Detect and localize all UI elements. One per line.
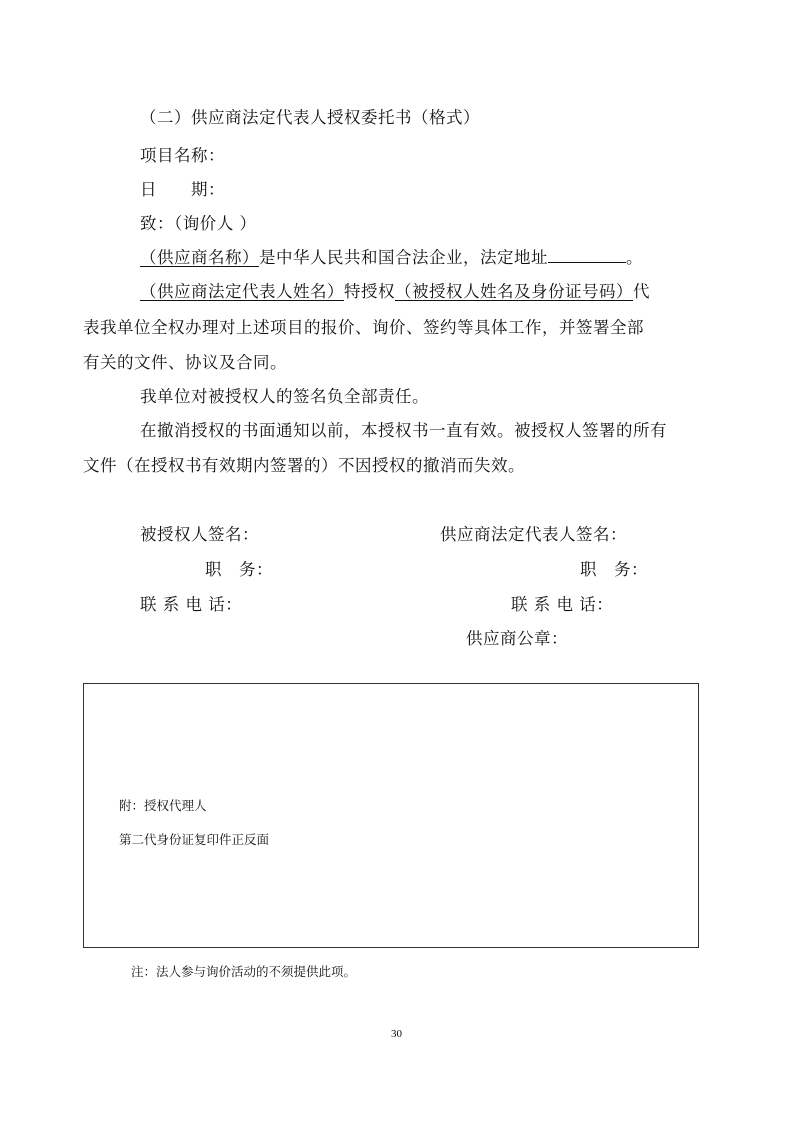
- attachment-label: 附：授权代理人: [119, 798, 207, 813]
- paragraph-supplier: [140, 244, 643, 268]
- authorized-person-placeholder: （被授权人姓名及身份证号码）: [395, 282, 633, 301]
- paragraph-authorization: [140, 278, 650, 302]
- attachment-description: 第二代身份证复印件正反面: [119, 832, 270, 847]
- responsibility-paragraph: 我单位对被授权人的签名负全部责任。: [140, 387, 429, 406]
- supplier-statement: 是中华人民共和国合法企业，法定地址: [259, 248, 548, 267]
- authorization-line-3: 有关的文件、协议及合同。: [83, 353, 287, 372]
- addressee-label: 致：: [140, 214, 174, 233]
- id-copy-attachment-box: [83, 683, 699, 948]
- legal-rep-title-label: 职 务：: [580, 560, 648, 579]
- project-name-label: 项目名称：: [140, 146, 225, 165]
- document-heading: （二）供应商法定代表人授权委托书（格式）: [140, 108, 480, 127]
- address-blank: [548, 248, 626, 263]
- supplier-statement-end: 。: [626, 248, 643, 267]
- footnote: 注：法人参与询价活动的不须提供此项。: [131, 964, 357, 979]
- authorization-verb: 特授权: [344, 282, 395, 301]
- authorized-title-label: 职 务：: [205, 560, 273, 579]
- authorized-signature-label: 被授权人签名：: [140, 525, 259, 544]
- addressee-value: （询价人 ）: [174, 214, 257, 233]
- authorized-phone-label: 联 系 电 话：: [140, 595, 243, 614]
- authorization-line-2: 表我单位全权办理对上述项目的报价、询价、签约等具体工作，并签署全部: [83, 318, 644, 337]
- authorization-tail: 代: [633, 282, 650, 301]
- supplier-seal-label: 供应商公章：: [466, 629, 568, 648]
- supplier-name-placeholder: （供应商名称）: [140, 248, 259, 267]
- validity-line-2: 文件（在授权书有效期内签署的）不因授权的撤消而失效。: [83, 456, 525, 475]
- legal-rep-signature-label: 供应商法定代表人签名：: [440, 525, 627, 544]
- validity-line-1: 在撤消授权的书面通知以前，本授权书一直有效。被授权人签署的所有: [140, 421, 667, 440]
- page-number: 30: [391, 1028, 402, 1040]
- legal-rep-phone-label: 联 系 电 话：: [511, 595, 614, 614]
- date-label: 日 期：: [140, 180, 225, 199]
- addressee-line: [140, 210, 257, 234]
- legal-rep-placeholder: （供应商法定代表人姓名）: [140, 282, 344, 301]
